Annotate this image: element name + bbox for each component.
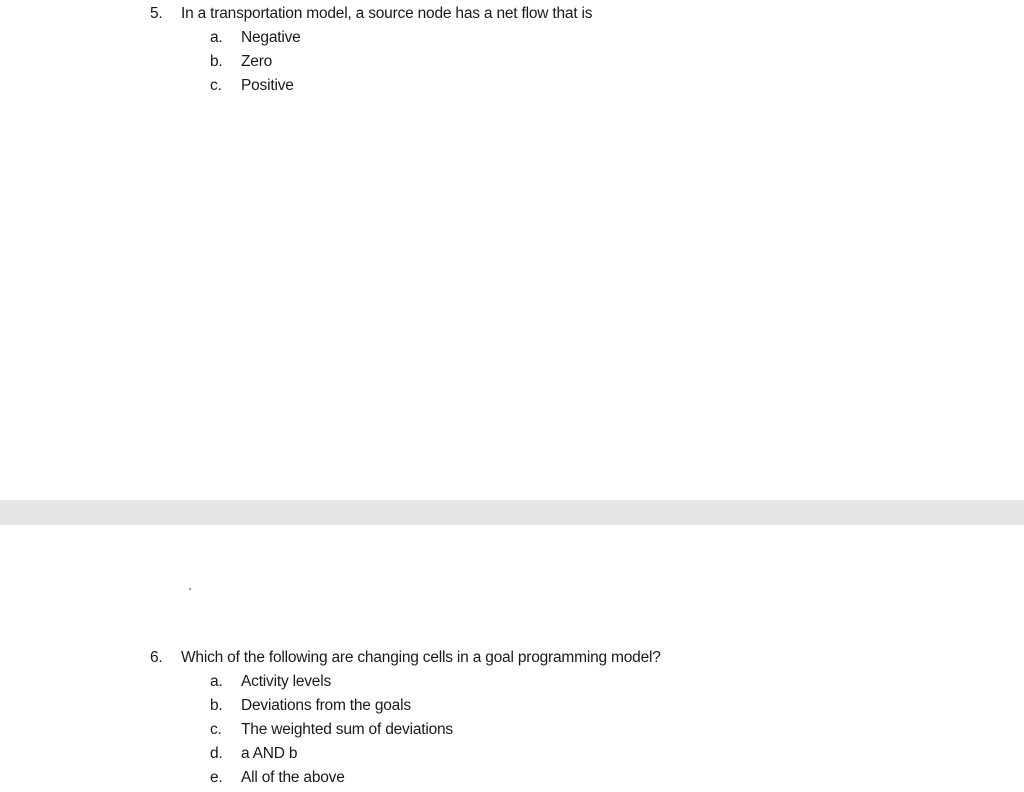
option-letter: d. [210,745,223,762]
answer-option-a [150,670,661,694]
option-text: Positive [241,77,294,94]
option-text: Negative [241,29,301,46]
option-letter: e. [210,769,223,786]
question-5 [150,2,592,98]
answer-option-c [150,718,661,742]
question-5-stem [150,2,592,26]
option-text: Activity levels [241,673,332,690]
option-letter: c. [210,721,222,738]
question-text: In a transportation model, a source node has a net flow that is [181,5,593,22]
option-text: Zero [241,53,273,70]
question-6 [150,646,661,790]
page-separator [0,500,1024,525]
option-text: Deviations from the goals [241,697,411,714]
option-text: The weighted sum of deviations [241,721,453,738]
option-letter: a. [210,673,223,690]
answer-option-d [150,742,661,766]
question-number: 6. [150,649,163,666]
answer-option-e [150,766,661,790]
question-6-stem [150,646,661,670]
answer-option-b [150,694,661,718]
option-text: All of the above [241,769,345,786]
option-letter: c. [210,77,222,94]
answer-options [150,670,661,790]
answer-option-a [150,26,592,50]
answer-option-c [150,74,592,98]
answer-option-b [150,50,592,74]
question-number: 5. [150,5,163,22]
question-text: Which of the following are changing cells in a goal programming model? [181,649,661,666]
option-letter: b. [210,53,223,70]
option-letter: b. [210,697,223,714]
option-letter: a. [210,29,223,46]
option-text: a AND b [241,745,298,762]
stray-mark [189,588,191,590]
answer-options [150,26,592,98]
